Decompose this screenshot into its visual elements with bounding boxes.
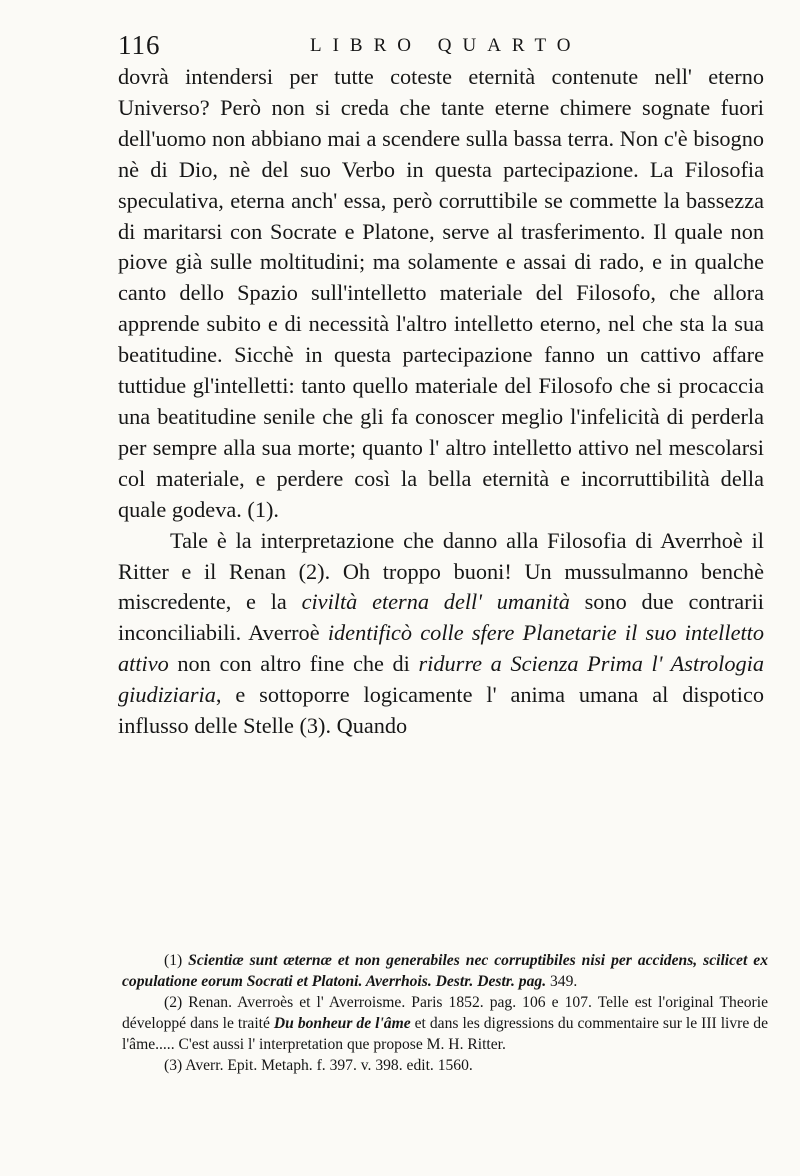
main-text [118, 62, 764, 742]
paragraph-2 [118, 526, 764, 742]
paragraph-2-text: non con altro fine che di [168, 651, 419, 677]
footnote-2-title: Du bonheur de l'âme [273, 1015, 411, 1032]
paragraph-2-text: sono due contrarii inconciliabili. Averroè [118, 589, 764, 646]
paragraph-2-text: Tale è la interpretazione che danno alla Filosofia di Averrhoè il Ritter e il Renan (2). Oh troppo buoni! Un mussulmanno benchè miscredente, e la [118, 527, 764, 615]
page-header [118, 30, 758, 62]
footnote-1 [122, 950, 768, 992]
footnote-2-text: et dans les digressions du commentaire sur le III livre de l'âme..... C'est aussi l' interpretation que propose M. H. Ritter. [122, 1015, 769, 1053]
footnotes [122, 950, 768, 1076]
footnote-1-quote: Scientiæ sunt æternæ et non generabiles nec corruptibiles nisi per accidens, scilicet ex copulatione eorum Socrati et Platoni. Averrhois. Destr. Destr. pag. [122, 952, 768, 990]
footnote-1-page: 349. [546, 973, 578, 990]
page-number: 116 [118, 30, 161, 60]
footnote-2 [122, 992, 768, 1055]
paragraph-1: dovrà intendersi per tutte coteste eternità contenute nell' eterno Universo? Però non si creda che tante eterne chimere sognate fuori dell'uomo non abbiano mai a scendere sulla bassa terra. Non c'è bisogno nè di Dio, nè del suo Verbo in questa partecipazione. La Filosofia speculativa, eterna anch' essa, però corruttibile se commette la bassezza di maritarsi con Socrate e Platone, serve al trasferimento. Il quale non piove già sulle moltitudini; ma solamente e assai di rado, e in qualche canto dello Spazio sull'intelletto materiale del Filosofo, che allora apprende subito e di necessità l'altro intelletto eterno, nel che sta la sua beatitudine. Sicchè in questa partecipazione fanno un cattivo affare tuttidue gl'intelletti: tanto quello materiale del Filosofo che si procaccia una beatitudine senile che gli fa conoscer meglio l'infelicità di perderla per sempre alla sua morte; quanto l' altro intelletto attivo nel mescolarsi col materiale, e perdere così la bella eternità e incorruttibilità della quale godeva. (1). [118, 64, 764, 522]
footnote-3: (3) Averr. Epit. Metaph. f. 397. v. 398. edit. 1560. [164, 1057, 473, 1074]
running-title: LIBRO QUARTO [310, 35, 582, 56]
italic-phrase: ridurre a Scienza Prima l' Astrologia giudiziaria [118, 651, 764, 708]
italic-phrase: civiltà eterna dell' umanità [301, 589, 570, 615]
footnote-2-text: (2) Renan. Averroès et l' Averroisme. Paris 1852. pag. 106 e 107. Telle est l'original Theorie développé dans le traité [122, 994, 768, 1032]
footnote-1-mark: (1) [164, 952, 189, 969]
italic-phrase: identificò colle sfere Planetarie il suo intelletto attivo [118, 620, 765, 677]
paragraph-2-text: , e sottoporre logicamente l' anima umana al dispotico influsso delle Stelle (3). Quando [118, 682, 764, 739]
